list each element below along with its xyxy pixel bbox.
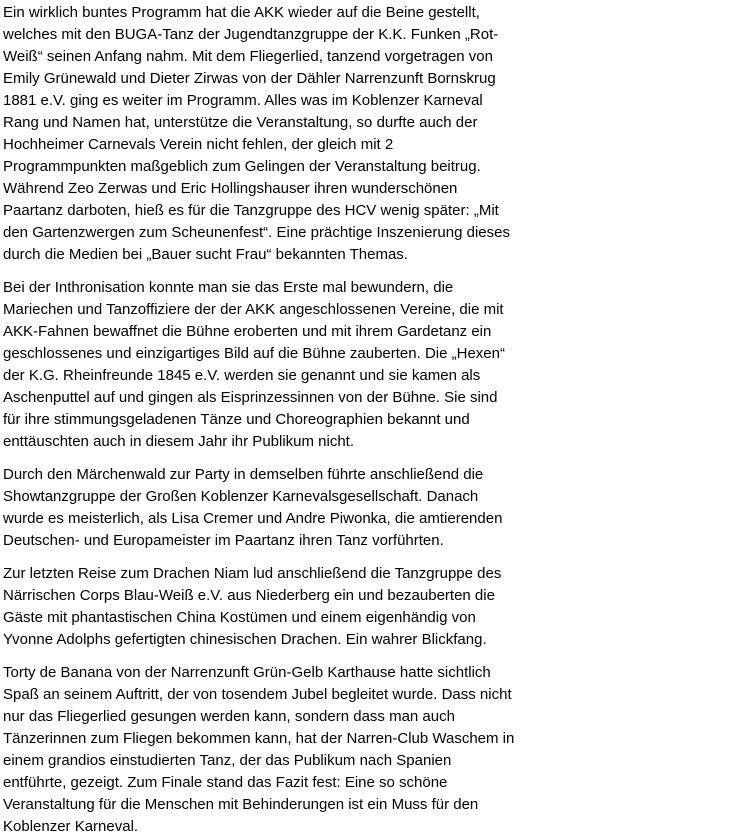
article-paragraph: Zur letzten Reise zum Drachen Niam lud anschließend die Tanzgruppe des Närrischen Corps Blau-Weiß e.V. aus Niederberg ein und bezauberten die Gäste mit phantastischen China Kostümen und einem eigenhändig von Yvonne Adolphs gefertigten chinesischen Drachen. Ein wahrer Blickfang.: [3, 565, 502, 648]
article-paragraph: Bei der Inthronisation konnte man sie das Erste mal bewundern, die Mariechen und Tanzoffiziere der der AKK angeschlossenen Vereine, die mit AKK-Fahnen bewaffnet die Bühne eroberten und mit ihrem Gardetanz ein geschlossenes und einzigartiges Bild auf die Bühne zauberten. Die „Hexen“ der K.G. Rheinfreunde 1845 e.V. werden sie genannt und sie kamen als Aschenputtel auf und gingen als Eisprinzessinnen von der Bühne. Sie sind für ihre stimmungsgeladenen Tänze und Choreographien bekannt und enttäuschten auch in diesem Jahr ihr Publikum nicht.: [3, 279, 505, 450]
article-paragraph: Durch den Märchenwald zur Party in demselben führte anschließend die Showtanzgruppe der Großen Koblenzer Karnevalsgesellschaft. Danach wurde es meisterlich, als Lisa Cremer und Andre Piwonka, die amtierenden Deutschen- und Europameister im Paartanz ihren Tanz vorführten.: [3, 466, 503, 549]
article-paragraph: Torty de Banana von der Narrenzunft Grün-Gelb Karthause hatte sichtlich Spaß an seinem Auftritt, der von tosendem Jubel begleitet wurde. Dass nicht nur das Fliegerlied gesungen werden kann, sondern dass man auch Tänzerinnen zum Fliegen bekommen kann, hat der Narren-Club Waschem in einem grandios einstudierten Tanz, der das Publikum nach Spanien entführte, gezeigt. Zum Finale stand das Fazit fest: Eine so schöne Veranstaltung für die Menschen mit Behinderungen ist ein Muss für den Koblenzer Karneval.: [3, 664, 515, 835]
article-body: [3, 2, 518, 838]
article-paragraph: Ein wirklich buntes Programm hat die AKK wieder auf die Beine gestellt, welches mit den BUGA-Tanz der Jugendtanzgruppe der K.K. Funken „Rot-Weiß“ seinen Anfang nahm. Mit dem Fliegerlied, tanzend vorgetragen von Emily Grünewald und Dieter Zirwas von der Dähler Narrenzunft Bornskrug 1881 e.V. ging es weiter im Programm. Alles was im Koblenzer Karneval Rang und Namen hat, unterstütze die Veranstaltung, so durfte auch der Hochheimer Carnevals Verein nicht fehlen, der gleich mit 2 Programmpunkten maßgeblich zum Gelingen der Veranstaltung beitrug. Während Zeo Zerwas und Eric Hollingshauser ihren wunderschönen Paartanz darboten, hieß es für die Tanzgruppe des HCV wenig später: „Mit den Gartenzwergen zum Scheunenfest“. Eine prächtige Inszenierung dieses durch die Medien bei „Bauer sucht Frau“ bekannten Themas.: [3, 4, 510, 263]
